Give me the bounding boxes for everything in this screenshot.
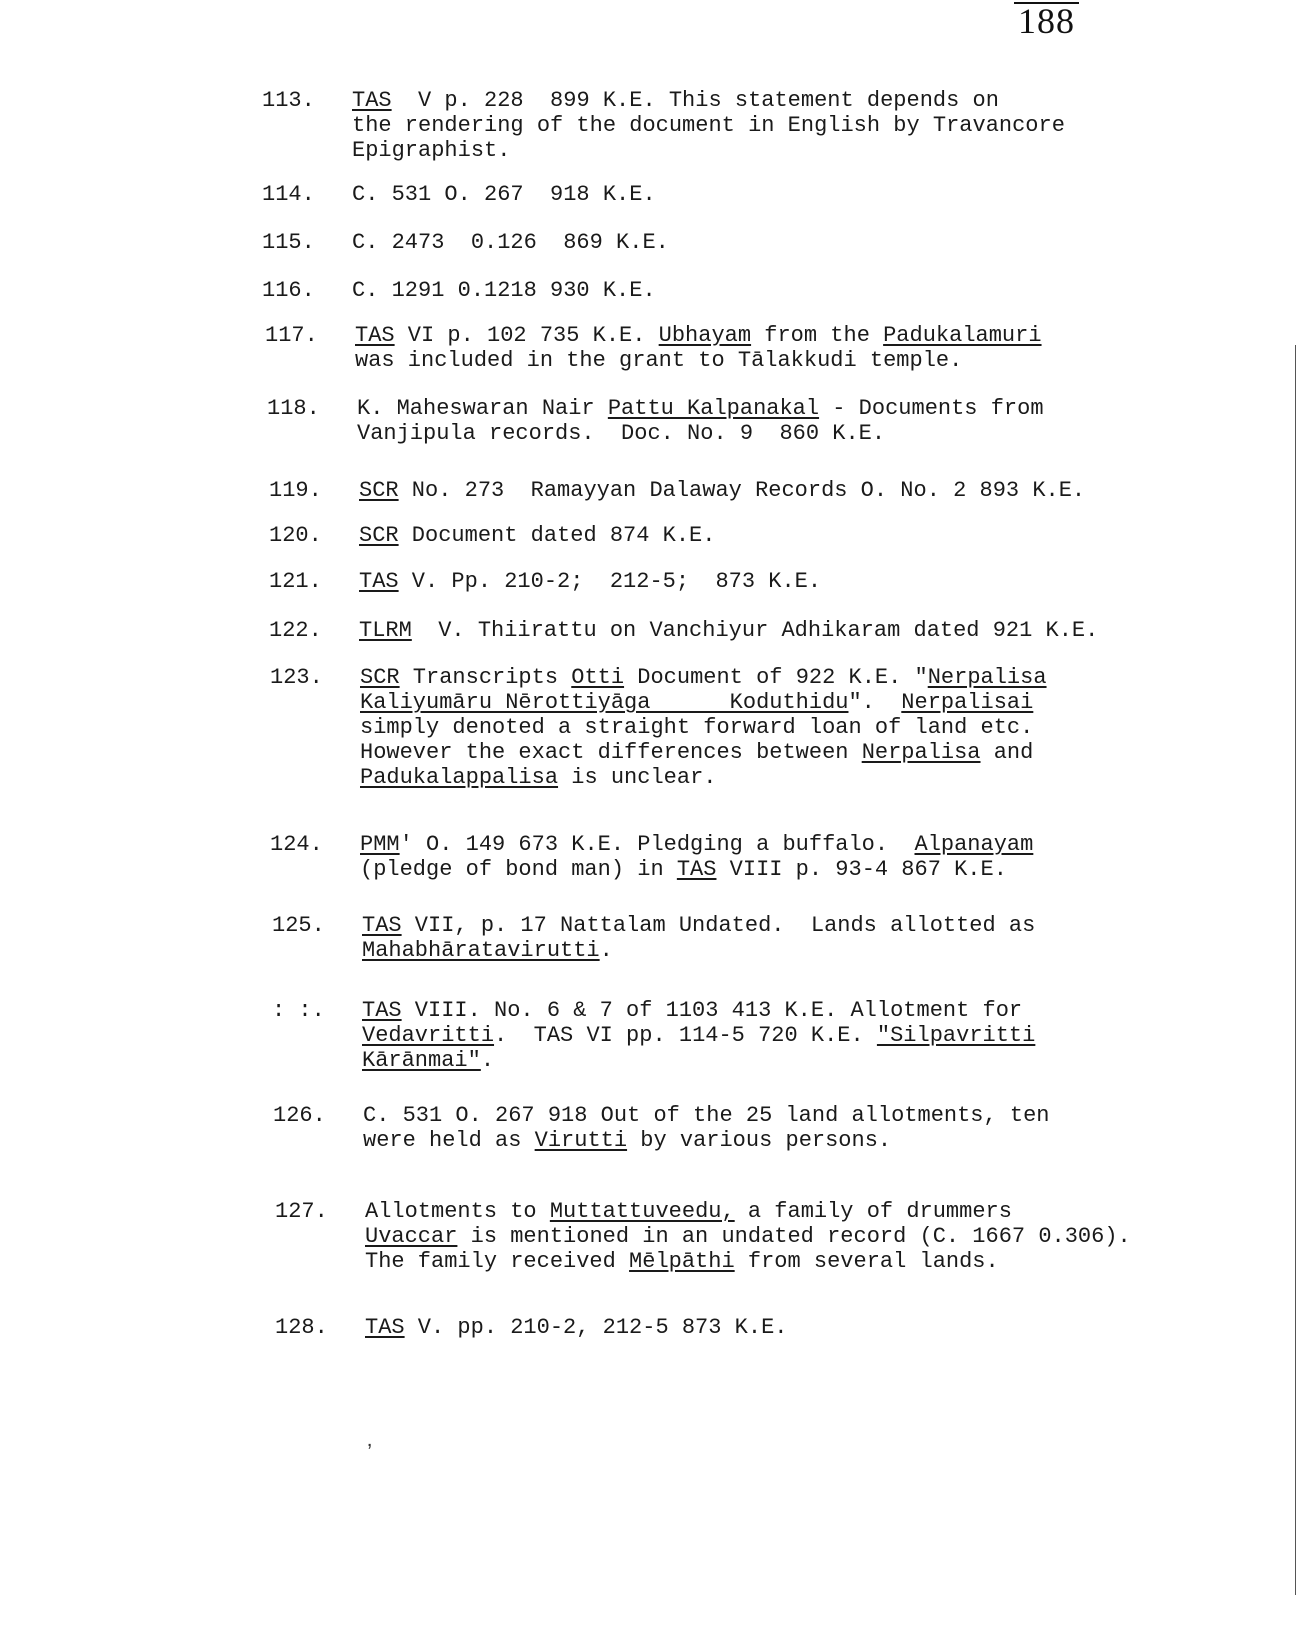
endnote-number: 128. bbox=[275, 1315, 328, 1340]
text-run: VIII. No. 6 & 7 of 1103 413 K.E. Allotment for bbox=[401, 998, 1023, 1023]
text-run: ". bbox=[848, 690, 902, 715]
text-run: were held as bbox=[363, 1128, 535, 1153]
text-run: ' O. 149 673 K.E. Pledging a buffalo. bbox=[399, 832, 915, 857]
text-run: a family of drummers bbox=[734, 1199, 1012, 1224]
page-number: 188 bbox=[1014, 2, 1079, 38]
endnote-line bbox=[352, 182, 656, 207]
text-run: V. Pp. 210-2; 212-5; 873 K.E. bbox=[398, 569, 822, 594]
endnote-text bbox=[360, 665, 1047, 790]
endnote-line bbox=[355, 348, 1042, 373]
underlined-term: TLRM bbox=[359, 618, 412, 643]
underlined-term: Mahabhāratavirutti bbox=[362, 938, 600, 963]
text-run: and bbox=[980, 740, 1034, 765]
endnote-text bbox=[359, 523, 715, 548]
text-run: Epigraphist. bbox=[352, 138, 511, 163]
underlined-term: Alpanayam bbox=[914, 832, 1034, 857]
endnote-text bbox=[359, 569, 821, 594]
underlined-term: SCR bbox=[359, 523, 399, 548]
text-run: VI p. 102 735 K.E. bbox=[394, 323, 659, 348]
endnote-line bbox=[362, 998, 1035, 1023]
text-run: V. Thiirattu on Vanchiyur Adhikaram dated 921 K.E. bbox=[411, 618, 1099, 643]
endnote-line bbox=[362, 938, 1035, 963]
underlined-term: Padukalamuri bbox=[883, 323, 1042, 348]
text-run: VIII p. 93-4 867 K.E. bbox=[716, 857, 1007, 882]
endnote-number: 117. bbox=[265, 323, 318, 348]
endnote-line bbox=[360, 857, 1033, 882]
underlined-term: Pattu Kalpanakal bbox=[607, 396, 820, 421]
endnote-line bbox=[363, 1128, 1050, 1153]
underlined-term: Nerpalisa bbox=[861, 740, 981, 765]
text-run: from the bbox=[751, 323, 884, 348]
endnote-line bbox=[359, 478, 1085, 503]
text-run: Transcripts bbox=[399, 665, 572, 690]
underlined-term: Kaliyumāru Nērottiyāga Koduthidu bbox=[360, 690, 849, 715]
endnote-text bbox=[352, 278, 656, 303]
endnote-text bbox=[365, 1199, 1131, 1274]
endnote-number: 122. bbox=[269, 618, 322, 643]
text-run: However the exact differences between bbox=[360, 740, 862, 765]
endnote-line bbox=[365, 1199, 1131, 1224]
text-run: is unclear. bbox=[558, 765, 717, 790]
text-run: Vanjipula records. Doc. No. 9 860 K.E. bbox=[357, 421, 886, 446]
endnote-line bbox=[352, 138, 1065, 163]
endnote-line bbox=[360, 765, 1047, 790]
underlined-term: TAS bbox=[365, 1315, 405, 1340]
endnote-text bbox=[362, 913, 1035, 963]
endnote-line bbox=[365, 1315, 787, 1340]
endnote-line bbox=[360, 665, 1047, 690]
underlined-term: TAS bbox=[362, 998, 402, 1023]
endnote-number: 121. bbox=[269, 569, 322, 594]
text-run: The family received bbox=[365, 1249, 630, 1274]
text-run: simply denoted a straight forward loan of land etc. bbox=[360, 715, 1034, 740]
endnote-text bbox=[363, 1103, 1050, 1153]
text-run: C. 2473 0.126 869 K.E. bbox=[352, 230, 669, 255]
text-run: C. 531 O. 267 918 K.E. bbox=[352, 182, 656, 207]
endnote-line bbox=[360, 690, 1047, 715]
text-run: . bbox=[480, 1048, 495, 1073]
endnote-line bbox=[355, 323, 1042, 348]
endnote-line bbox=[359, 523, 715, 548]
endnote-line bbox=[352, 113, 1065, 138]
endnote-text bbox=[357, 396, 1044, 446]
endnote-line bbox=[352, 278, 656, 303]
endnote-line bbox=[352, 230, 669, 255]
endnote-number: 113. bbox=[262, 88, 315, 113]
underlined-term: Padukalappalisa bbox=[360, 765, 559, 790]
text-run: Document dated 874 K.E. bbox=[398, 523, 716, 548]
endnote-text bbox=[359, 618, 1098, 643]
underlined-term: Uvaccar bbox=[365, 1224, 458, 1249]
endnote-line bbox=[357, 396, 1044, 421]
endnote-line bbox=[360, 832, 1033, 857]
endnote-number: 119. bbox=[269, 478, 322, 503]
underlined-term: Ubhayam bbox=[658, 323, 752, 348]
endnote-line bbox=[360, 715, 1047, 740]
stray-mark: ʼ bbox=[363, 1442, 377, 1467]
text-run: is mentioned in an undated record (C. 1667 0.306). bbox=[457, 1224, 1131, 1249]
endnote-text bbox=[352, 230, 669, 255]
text-run: Allotments to bbox=[365, 1199, 550, 1224]
underlined-term: Nerpalisa bbox=[927, 665, 1047, 690]
endnote-line bbox=[362, 1048, 1035, 1073]
endnote-number: 115. bbox=[262, 230, 315, 255]
endnote-number: 116. bbox=[262, 278, 315, 303]
endnote-text bbox=[360, 832, 1033, 882]
endnote-number: 126. bbox=[273, 1103, 326, 1128]
endnote-text bbox=[352, 88, 1065, 163]
endnote-text bbox=[362, 998, 1035, 1073]
endnote-text bbox=[352, 182, 656, 207]
underlined-term: TAS bbox=[355, 323, 395, 348]
underlined-term: Virutti bbox=[534, 1128, 628, 1153]
endnote-line bbox=[357, 421, 1044, 446]
text-run: . TAS VI pp. 114-5 720 K.E. bbox=[494, 1023, 877, 1048]
endnote-text bbox=[355, 323, 1042, 373]
underlined-term: Kārānmai" bbox=[362, 1048, 481, 1073]
underlined-term: Muttattuveedu, bbox=[549, 1199, 735, 1224]
underlined-term: Nerpalisai bbox=[901, 690, 1034, 715]
text-run: was included in the grant to Tālakkudi temple. bbox=[355, 348, 963, 373]
underlined-term: Vedavritti bbox=[362, 1023, 495, 1048]
margin-rule bbox=[1295, 345, 1296, 1595]
endnote-line bbox=[363, 1103, 1050, 1128]
endnote-line bbox=[352, 88, 1065, 113]
underlined-term: PMM bbox=[360, 832, 400, 857]
text-run: No. 273 Ramayyan Dalaway Records O. No. 2 893 K.E. bbox=[398, 478, 1086, 503]
endnote-number: 120. bbox=[269, 523, 322, 548]
text-run: the rendering of the document in English by Travancore bbox=[352, 113, 1065, 138]
underlined-term: TAS bbox=[359, 569, 399, 594]
endnote-number: 124. bbox=[270, 832, 323, 857]
endnote-line bbox=[365, 1224, 1131, 1249]
text-run: V. pp. 210-2, 212-5 873 K.E. bbox=[404, 1315, 788, 1340]
text-run: by various persons. bbox=[627, 1128, 892, 1153]
text-run: K. Maheswaran Nair bbox=[357, 396, 608, 421]
text-run: - Documents from bbox=[819, 396, 1044, 421]
text-run: C. 1291 0.1218 930 K.E. bbox=[352, 278, 656, 303]
underlined-term: SCR bbox=[359, 478, 399, 503]
endnote-line bbox=[362, 913, 1035, 938]
endnote-line bbox=[360, 740, 1047, 765]
underlined-term: TAS bbox=[352, 88, 392, 113]
endnote-number: 125. bbox=[272, 913, 325, 938]
text-run: (pledge of bond man) in bbox=[360, 857, 677, 882]
endnote-line bbox=[359, 569, 821, 594]
underlined-term: "Silpavritti bbox=[876, 1023, 1036, 1048]
endnote-line bbox=[365, 1249, 1131, 1274]
endnote-number: 118. bbox=[267, 396, 320, 421]
endnote-number: : :. bbox=[272, 998, 325, 1023]
endnote-text bbox=[365, 1315, 787, 1340]
text-run: Document of 922 K.E. " bbox=[624, 665, 928, 690]
text-run: . bbox=[599, 938, 613, 963]
underlined-term: TAS bbox=[676, 857, 717, 882]
text-run: VII, p. 17 Nattalam Undated. Lands allotted as bbox=[401, 913, 1036, 938]
endnote-line bbox=[359, 618, 1098, 643]
text-run: C. 531 O. 267 918 Out of the 25 land allotments, ten bbox=[363, 1103, 1050, 1128]
endnote-text bbox=[359, 478, 1085, 503]
underlined-term: SCR bbox=[360, 665, 400, 690]
text-run: from several lands. bbox=[734, 1249, 999, 1274]
underlined-term: TAS bbox=[362, 913, 402, 938]
endnote-number: 127. bbox=[275, 1199, 328, 1224]
underlined-term: Otti bbox=[571, 665, 625, 690]
endnote-number: 114. bbox=[262, 182, 315, 207]
text-run: V p. 228 899 K.E. This statement depends on bbox=[391, 88, 999, 113]
endnote-number: 123. bbox=[270, 665, 323, 690]
underlined-term: Mēlpāthi bbox=[629, 1249, 735, 1274]
endnote-line bbox=[362, 1023, 1035, 1048]
